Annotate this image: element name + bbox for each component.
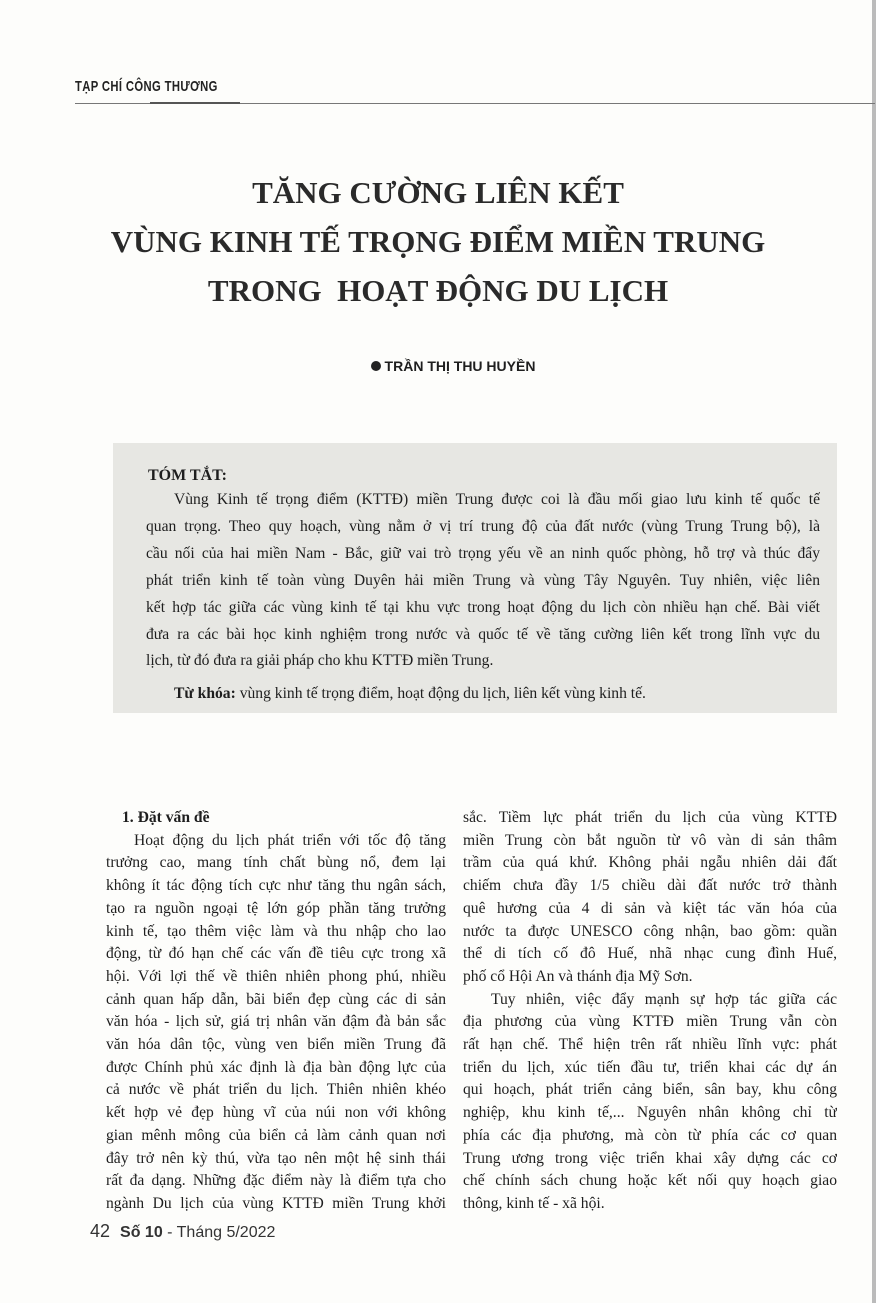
text-line: sắc. Tiềm lực phát triển du lịch của vùng KTTĐ: [463, 809, 837, 826]
keywords-label: Từ khóa:: [174, 685, 236, 703]
text-line: chiếm chưa đầy 1/5 chiều dài đất nước trở thành: [463, 877, 837, 895]
text-line: quê hương của 4 di sản và kiệt tác văn hóa của: [463, 899, 837, 917]
issue-date: - Tháng 5/2022: [162, 1224, 276, 1241]
bullet-icon: [371, 361, 381, 371]
keywords: [146, 681, 820, 707]
title-line: TĂNG CƯỜNG LIÊN KẾT: [252, 175, 624, 210]
text-line: tạo ra nguồn ngoại tệ lớn góp phần tăng trưởng: [106, 899, 446, 917]
text-line: qui hoạch, phát triển cảng biển, sân bay, khu công: [463, 1081, 837, 1099]
title-line: TRONG HOẠT ĐỘNG DU LỊCH: [207, 273, 669, 308]
text-line: Vùng Kinh tế trọng điểm (KTTĐ) miền Trung được coi là đầu mối giao lưu kinh tế quốc tế: [174, 491, 820, 508]
issue-number: Số 10: [120, 1224, 163, 1241]
text-line: nước ta được UNESCO công nhận, bao gồm: quần: [463, 922, 837, 940]
text-line: kết hợp tác giữa các vùng kinh tế tại khu vực trong hoạt động du lịch còn nhiều hạn chế. Bài viết: [146, 598, 820, 616]
page-number: 42: [90, 1221, 111, 1241]
text-line: trầm của quá khứ. Không phải ngẫu nhiên dải đất: [463, 854, 837, 872]
text-line: trưởng cao, mang tính chất bùng nổ, đem lại: [106, 854, 446, 872]
text-line: phố cổ Hội An và thánh địa Mỹ Sơn.: [463, 967, 693, 985]
text-line: Hoạt động du lịch phát triển với tốc độ tăng: [134, 831, 446, 849]
text-line: cả nước về phát triển du lịch. Thiên nhiên khéo: [106, 1081, 446, 1099]
text-line: thông, kinh tế - xã hội.: [463, 1194, 605, 1212]
left-column: [106, 807, 446, 1216]
text-line: ngành Du lịch của vùng KTTĐ miền Trung khởi: [106, 1194, 446, 1212]
text-line: nghiệp, khu kinh tế,... Nguyên nhân không chỉ từ: [463, 1104, 837, 1122]
title-line: VÙNG KINH TẾ TRỌNG ĐIỂM MIỀN TRUNG: [110, 224, 766, 259]
text-line: đưa ra các bài học kinh nghiệm trong nước và quốc tế về tăng cường liên kết trong lĩnh vực du: [146, 625, 820, 643]
text-line: được Chính phủ xác định là địa bàn động lực của: [106, 1058, 446, 1076]
text-line: phía các địa phương, mà còn từ phía các cơ quan: [463, 1126, 837, 1144]
right-column: [463, 807, 837, 1216]
text-line: địa phương của vùng KTTĐ miền Trung vẫn còn: [463, 1013, 837, 1031]
text-line: văn hóa dân tộc, vùng ven biển miền Trung đã: [106, 1036, 446, 1054]
text-line: quan trọng. Theo quy hoạch, vùng nằm ở vị trí trung độ của đất nước (vùng Trung Trung bộ), là: [146, 517, 820, 535]
abstract-text: [146, 487, 820, 707]
article-title: [0, 168, 876, 315]
abstract-box: [113, 443, 837, 713]
header-rule-accent: [150, 102, 240, 104]
text-line: Tuy nhiên, việc đẩy mạnh sự hợp tác giữa các: [491, 990, 837, 1008]
text-line: kinh tế, tạo thêm việc làm và thu nhập cho lao: [106, 922, 446, 940]
text-line: cảnh quan hấp dẫn, bãi biển đẹp cùng các di sản: [106, 990, 446, 1008]
text-line: miền Trung còn bắt nguồn từ vô vàn di sản thâm: [463, 831, 837, 849]
text-line: đây trở nên kỳ thú, vừa tạo nên một hệ sinh thái: [106, 1149, 446, 1167]
text-line: gian mênh mông của biển cả làm cảnh quan nơi: [106, 1126, 446, 1144]
abstract-heading: TÓM TẮT:: [148, 467, 227, 484]
text-line: rất hạn chế. Thể hiện trên rất nhiều lĩnh vực: phát: [463, 1036, 837, 1054]
author-name: TRẦN THỊ THU HUYỀN: [384, 358, 536, 374]
text-line: không ít tác động tích cực như tăng thu ngân sách,: [106, 877, 446, 895]
page-footer: [90, 1221, 275, 1242]
text-line: cầu nối của hai miền Nam - Bắc, giữ vai trò trọng yếu về an ninh quốc phòng, hỗ trợ và thúc đẩy: [146, 544, 820, 562]
author: [15, 358, 876, 374]
section-heading: 1. Đặt vấn đề: [122, 809, 210, 826]
text-line: động, từ đó hạn chế các vấn đề tiêu cực trong xã: [106, 945, 446, 963]
text-line: triển du lịch, xúc tiến đầu tư, triển khai các dự án: [463, 1058, 837, 1076]
text-line: văn hóa - lịch sử, giá trị nhân văn đậm đà bản sắc: [106, 1013, 446, 1031]
keywords-text: vùng kinh tế trọng điểm, hoạt động du lịch, liên kết vùng kinh tế.: [235, 685, 646, 703]
text-line: hội. Với lợi thế về thiên nhiên phong phú, nhiều: [106, 967, 446, 985]
text-line: kết hợp vẻ đẹp hùng vĩ của núi non với không: [106, 1104, 446, 1122]
text-line: thể di tích cố đô Huế, nhã nhạc cung đình Huế,: [463, 945, 837, 963]
journal-name: TẠP CHÍ CÔNG THƯƠNG: [75, 78, 218, 95]
text-line: lịch, từ đó đưa ra giải pháp cho khu KTTĐ miền Trung.: [146, 652, 494, 670]
text-line: phát triển kinh tế toàn vùng Duyên hải miền Trung và vùng Tây Nguyên. Tuy nhiên, việc liên: [146, 571, 820, 589]
text-line: chế chính sách chung hoặc kết nối quy hoạch giao: [463, 1172, 837, 1190]
text-line: Trung ương trong việc triển khai xây dựng các cơ: [463, 1149, 837, 1167]
text-line: rất đa dạng. Những đặc điểm này là điểm tựa cho: [106, 1172, 446, 1190]
